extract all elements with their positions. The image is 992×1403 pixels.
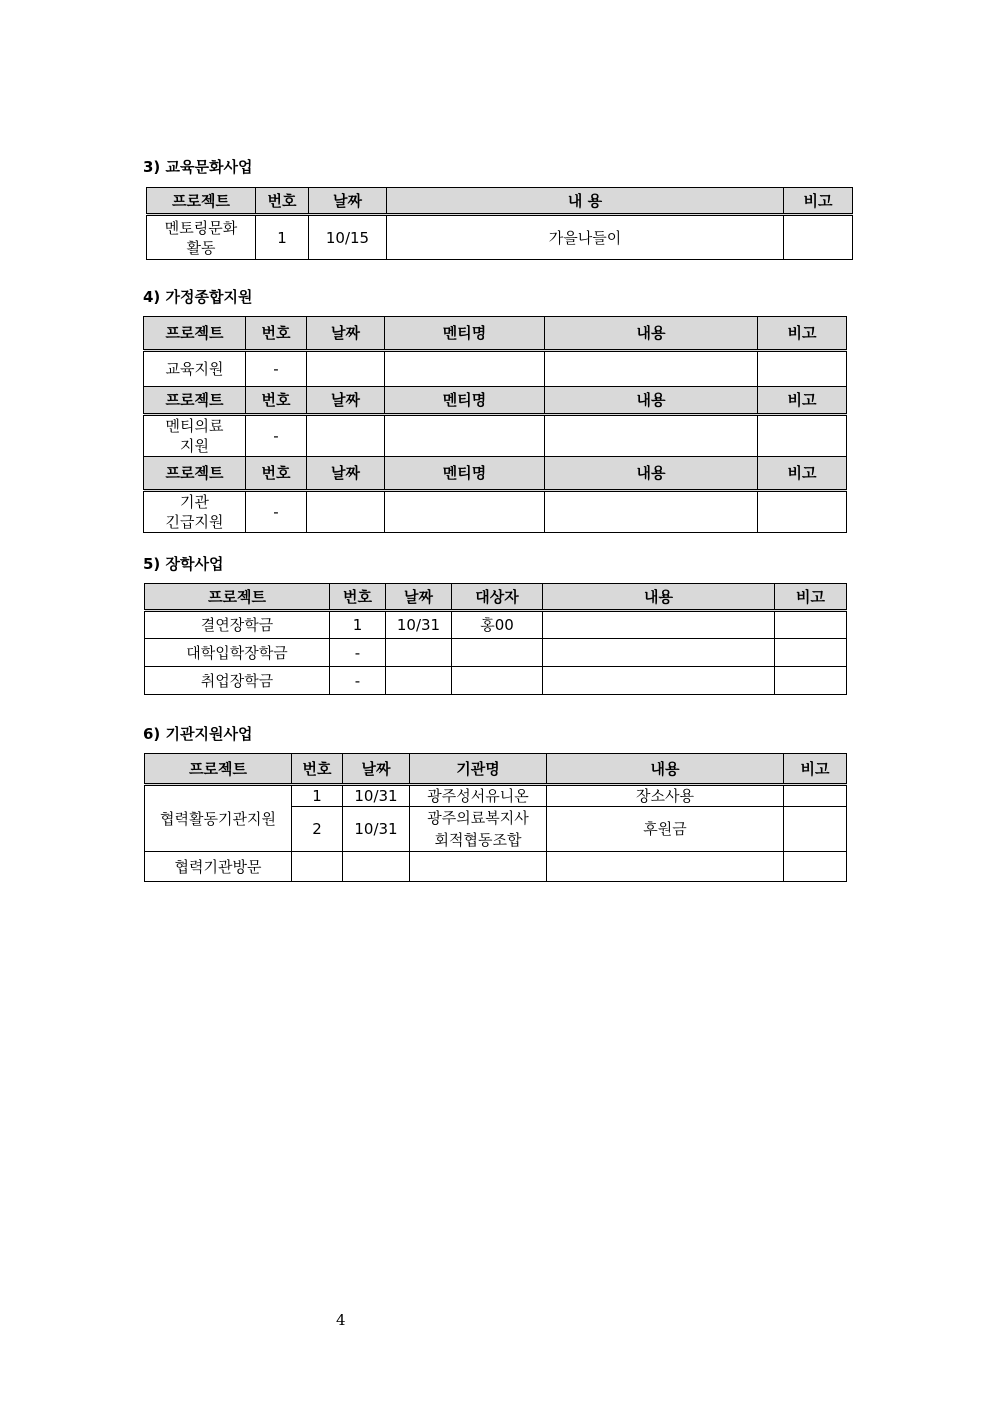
cell-project: 협력활동기관지원 [145, 785, 292, 852]
header-project: 프로젝트 [147, 188, 256, 215]
header-mentee: 멘티명 [385, 387, 545, 415]
cell-content [545, 415, 758, 457]
cell-note [784, 852, 847, 882]
table-row [145, 639, 847, 667]
cell-number: - [330, 667, 386, 695]
header-project: 프로젝트 [144, 457, 246, 491]
cell-date [386, 667, 452, 695]
header-date: 날짜 [343, 754, 410, 785]
cell-note [775, 667, 847, 695]
cell-date: 10/15 [309, 215, 387, 260]
cell-date [386, 639, 452, 667]
header-mentee: 멘티명 [385, 317, 545, 351]
header-date: 날짜 [307, 457, 385, 491]
cell-organization: 광주의료복지사 회적협동조합 [410, 807, 547, 852]
header-content: 내용 [547, 754, 784, 785]
header-note: 비고 [758, 387, 847, 415]
header-content: 내용 [545, 387, 758, 415]
page-number: 4 [336, 1311, 346, 1329]
cell-date [343, 852, 410, 882]
cell-note [758, 351, 847, 387]
cell-date: 10/31 [343, 807, 410, 852]
cell-number: 1 [256, 215, 309, 260]
cell-date [307, 351, 385, 387]
table-row [145, 785, 847, 807]
header-note: 비고 [758, 317, 847, 351]
table-row [144, 415, 847, 457]
header-note: 비고 [784, 754, 847, 785]
header-date: 날짜 [307, 317, 385, 351]
cell-target [452, 639, 543, 667]
cell-number: - [330, 639, 386, 667]
header-number: 번호 [246, 387, 307, 415]
cell-number: - [246, 491, 307, 533]
cell-mentee [385, 491, 545, 533]
cell-content: 장소사용 [547, 785, 784, 807]
cell-note [775, 639, 847, 667]
cell-content [543, 639, 775, 667]
cell-date [307, 491, 385, 533]
header-note: 비고 [775, 584, 847, 611]
cell-date [307, 415, 385, 457]
table-row [144, 491, 847, 533]
header-date: 날짜 [309, 188, 387, 215]
header-number: 번호 [246, 317, 307, 351]
cell-number: 2 [292, 807, 343, 852]
cell-date: 10/31 [343, 785, 410, 807]
header-content: 내용 [545, 457, 758, 491]
cell-project: 멘토링문화 활동 [147, 215, 256, 260]
header-content: 내 용 [387, 188, 784, 215]
cell-target: 홍00 [452, 611, 543, 639]
cell-number [292, 852, 343, 882]
cell-date: 10/31 [386, 611, 452, 639]
table-row [145, 667, 847, 695]
table-row [145, 611, 847, 639]
cell-content [543, 667, 775, 695]
institution-support-table [144, 753, 847, 882]
cell-content: 후원금 [547, 807, 784, 852]
cell-organization [410, 852, 547, 882]
section-6-title: 6) 기관지원사업 [143, 725, 253, 743]
cell-project: 멘티의료 지원 [144, 415, 246, 457]
header-number: 번호 [292, 754, 343, 785]
cell-note [784, 215, 853, 260]
cell-project: 기관 긴급지원 [144, 491, 246, 533]
header-date: 날짜 [307, 387, 385, 415]
table-row [147, 215, 853, 260]
cell-project: 교육지원 [144, 351, 246, 387]
cell-note [758, 415, 847, 457]
header-number: 번호 [256, 188, 309, 215]
cell-note [758, 491, 847, 533]
header-project: 프로젝트 [145, 754, 292, 785]
cell-content [547, 852, 784, 882]
cell-note [784, 807, 847, 852]
header-date: 날짜 [386, 584, 452, 611]
cell-content [545, 351, 758, 387]
cell-content [545, 491, 758, 533]
cell-number: 1 [292, 785, 343, 807]
cell-content: 가을나들이 [387, 215, 784, 260]
cell-project: 결연장학금 [145, 611, 330, 639]
family-support-table [143, 316, 847, 533]
scholarship-table [144, 583, 847, 695]
header-number: 번호 [246, 457, 307, 491]
cell-project: 협력기관방문 [145, 852, 292, 882]
cell-number: - [246, 351, 307, 387]
header-note: 비고 [784, 188, 853, 215]
header-project: 프로젝트 [144, 317, 246, 351]
cell-project: 취업장학금 [145, 667, 330, 695]
section-4-title: 4) 가정종합지원 [143, 288, 253, 306]
cell-mentee [385, 351, 545, 387]
cell-number: - [246, 415, 307, 457]
header-note: 비고 [758, 457, 847, 491]
cell-project: 대학입학장학금 [145, 639, 330, 667]
header-content: 내용 [545, 317, 758, 351]
header-project: 프로젝트 [145, 584, 330, 611]
cell-note [784, 785, 847, 807]
header-organization: 기관명 [410, 754, 547, 785]
cell-number: 1 [330, 611, 386, 639]
cell-mentee [385, 415, 545, 457]
section-3-title: 3) 교육문화사업 [143, 158, 253, 176]
table-row [145, 852, 847, 882]
education-culture-table [146, 187, 853, 260]
section-5-title: 5) 장학사업 [143, 555, 224, 573]
header-mentee: 멘티명 [385, 457, 545, 491]
header-target: 대상자 [452, 584, 543, 611]
cell-target [452, 667, 543, 695]
header-content: 내용 [543, 584, 775, 611]
cell-note [775, 611, 847, 639]
table-row [144, 351, 847, 387]
header-number: 번호 [330, 584, 386, 611]
cell-organization: 광주성서유니온 [410, 785, 547, 807]
cell-content [543, 611, 775, 639]
header-project: 프로젝트 [144, 387, 246, 415]
